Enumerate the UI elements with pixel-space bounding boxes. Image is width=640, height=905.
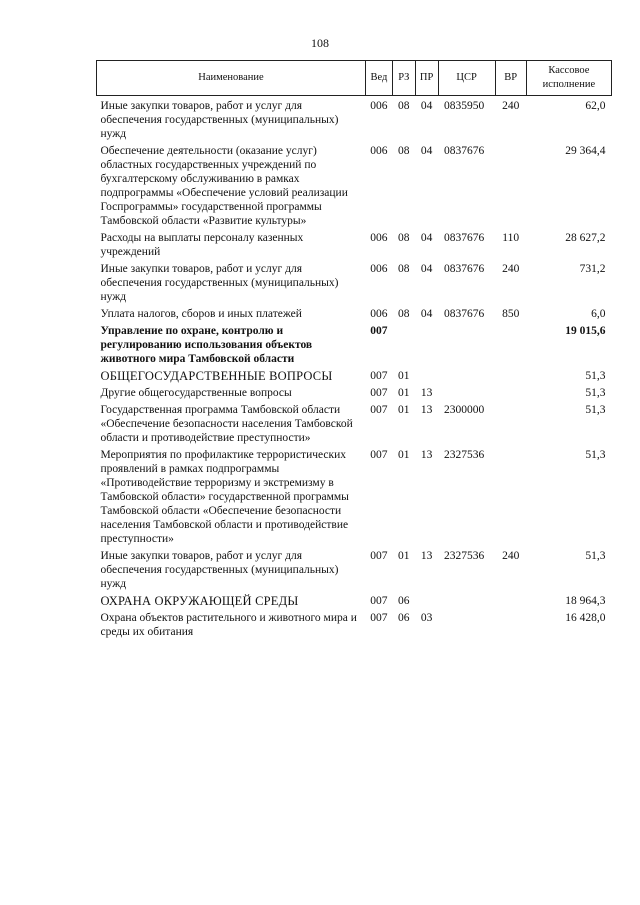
cell-rz: 06 (398, 595, 410, 607)
cell-pr: 04 (420, 100, 433, 112)
table-row (97, 321, 612, 366)
table-row (97, 400, 612, 445)
cell-vr: 240 (502, 550, 520, 562)
cell-name: Уплата налогов, сборов и иных платежей (100, 308, 302, 320)
page-number: 108 (311, 36, 329, 50)
cell-vr (495, 445, 526, 546)
cell-sum: 51,3 (585, 404, 606, 416)
header-vr: ВР (495, 61, 526, 96)
cell-rz: 08 (398, 100, 410, 112)
table-row (97, 259, 612, 304)
cell-vr (495, 608, 526, 639)
cell-pr: 04 (420, 263, 433, 275)
cell-name: Охрана объектов растительного и животного мира и среды их обитания (100, 612, 357, 638)
cell-name: Обеспечение деятельности (оказание услуг) областных государственных учреждений по бухгалтерскому обслуживанию в рамках подпрограммы «Обеспечение условий реализации Госпрограммы» государственной программы Тамбовской области «Развитие культуры» (100, 145, 348, 227)
cell-csr: 2327536 (444, 449, 485, 461)
cell-name: Расходы на выплаты персоналу казенных учреждений (100, 232, 304, 258)
table-row (97, 141, 612, 228)
cell-rz: 08 (398, 263, 410, 275)
cell-csr: 0835950 (444, 100, 485, 112)
cell-rz (392, 321, 415, 366)
cell-name: ОБЩЕГОСУДАРСТВЕННЫЕ ВОПРОСЫ (100, 369, 333, 383)
cell-csr: 0837676 (444, 308, 485, 320)
cell-sum: 51,3 (585, 387, 606, 399)
cell-vr: 850 (502, 308, 520, 320)
cell-ved: 006 (370, 145, 388, 157)
cell-vr: 240 (502, 263, 520, 275)
cell-csr (438, 591, 495, 608)
cell-pr (415, 321, 438, 366)
cell-vr (495, 400, 526, 445)
cell-name: Иные закупки товаров, работ и услуг для обеспечения государственных (муниципальных) нужд (100, 100, 339, 140)
cell-pr: 13 (420, 404, 433, 416)
cell-csr: 2300000 (444, 404, 485, 416)
cell-pr: 13 (420, 550, 433, 562)
cell-sum: 28 627,2 (565, 232, 606, 244)
cell-rz: 08 (398, 308, 410, 320)
cell-pr: 03 (420, 612, 433, 624)
cell-vr (495, 321, 526, 366)
table-row (97, 591, 612, 608)
cell-vr (495, 591, 526, 608)
cell-ved: 007 (370, 325, 388, 337)
cell-rz: 08 (398, 145, 410, 157)
cell-rz: 01 (398, 387, 410, 399)
cell-ved: 006 (370, 100, 388, 112)
cell-ved: 007 (370, 612, 388, 624)
table-body (97, 96, 612, 640)
header-name: Наименование (97, 61, 366, 96)
table-row (97, 228, 612, 259)
cell-csr: 0837676 (444, 263, 485, 275)
header-sum: Кассовое исполнение (526, 61, 611, 96)
cell-name: Государственная программа Тамбовской области «Обеспечение безопасности населения Тамбовской области и противодействие преступности» (100, 404, 353, 444)
table-row (97, 608, 612, 639)
cell-ved: 007 (370, 595, 388, 607)
cell-sum: 19 015,6 (565, 325, 606, 337)
header-ved: Вед (365, 61, 392, 96)
table-row (97, 304, 612, 321)
header-pr: ПР (415, 61, 438, 96)
cell-csr: 0837676 (444, 232, 485, 244)
cell-name: Иные закупки товаров, работ и услуг для обеспечения государственных (муниципальных) нужд (100, 550, 339, 590)
cell-sum: 62,0 (585, 100, 606, 112)
table-row (97, 445, 612, 546)
cell-csr: 2327536 (444, 550, 485, 562)
cell-sum: 18 964,3 (565, 595, 606, 607)
cell-csr (438, 321, 495, 366)
table-row (97, 96, 612, 142)
cell-ved: 007 (370, 404, 388, 416)
cell-ved: 006 (370, 263, 388, 275)
cell-name: Иные закупки товаров, работ и услуг для обеспечения государственных (муниципальных) нужд (100, 263, 339, 303)
cell-name: Другие общегосударственные вопросы (100, 387, 292, 399)
table-row (97, 366, 612, 383)
cell-csr (438, 608, 495, 639)
cell-name: ОХРАНА ОКРУЖАЮЩЕЙ СРЕДЫ (100, 594, 299, 608)
cell-vr: 110 (502, 232, 520, 244)
cell-sum: 51,3 (585, 550, 606, 562)
budget-table-container (96, 60, 612, 639)
cell-vr (495, 141, 526, 228)
cell-name: Управление по охране, контролю и регулированию использования объектов животного мира Тамбовской области (100, 325, 313, 365)
cell-pr: 04 (420, 232, 433, 244)
budget-execution-table (96, 60, 612, 639)
cell-rz: 01 (398, 550, 410, 562)
header-csr: ЦСР (438, 61, 495, 96)
cell-pr: 04 (420, 145, 433, 157)
cell-pr (415, 591, 438, 608)
table-row (97, 546, 612, 591)
header-rz: РЗ (392, 61, 415, 96)
table-header-row (97, 61, 612, 96)
cell-pr: 13 (420, 449, 433, 461)
cell-ved: 007 (370, 370, 388, 382)
table-row (97, 383, 612, 400)
cell-rz: 08 (398, 232, 410, 244)
cell-vr (495, 366, 526, 383)
cell-rz: 01 (398, 449, 410, 461)
cell-pr: 04 (420, 308, 433, 320)
cell-csr: 0837676 (444, 145, 485, 157)
cell-ved: 006 (370, 308, 388, 320)
cell-ved: 007 (370, 449, 388, 461)
cell-vr (495, 383, 526, 400)
cell-name: Мероприятия по профилактике террористических проявлений в рамках подпрограммы «Противодействие терроризму и экстремизму в Тамбовской области» государственной программы Тамбовской области «Обеспечение безопасности населения Тамбовской области и противодействие преступности» (100, 449, 349, 545)
cell-sum: 51,3 (585, 449, 606, 461)
cell-ved: 007 (370, 387, 388, 399)
cell-pr: 13 (420, 387, 433, 399)
cell-rz: 06 (398, 612, 410, 624)
cell-ved: 007 (370, 550, 388, 562)
cell-csr (438, 383, 495, 400)
cell-ved: 006 (370, 232, 388, 244)
cell-sum: 731,2 (579, 263, 606, 275)
cell-csr (438, 366, 495, 383)
cell-pr (415, 366, 438, 383)
cell-sum: 29 364,4 (565, 145, 606, 157)
cell-sum: 51,3 (585, 370, 606, 382)
cell-rz: 01 (398, 404, 410, 416)
cell-sum: 6,0 (591, 308, 606, 320)
cell-rz: 01 (398, 370, 410, 382)
cell-sum: 16 428,0 (565, 612, 606, 624)
cell-vr: 240 (502, 100, 520, 112)
